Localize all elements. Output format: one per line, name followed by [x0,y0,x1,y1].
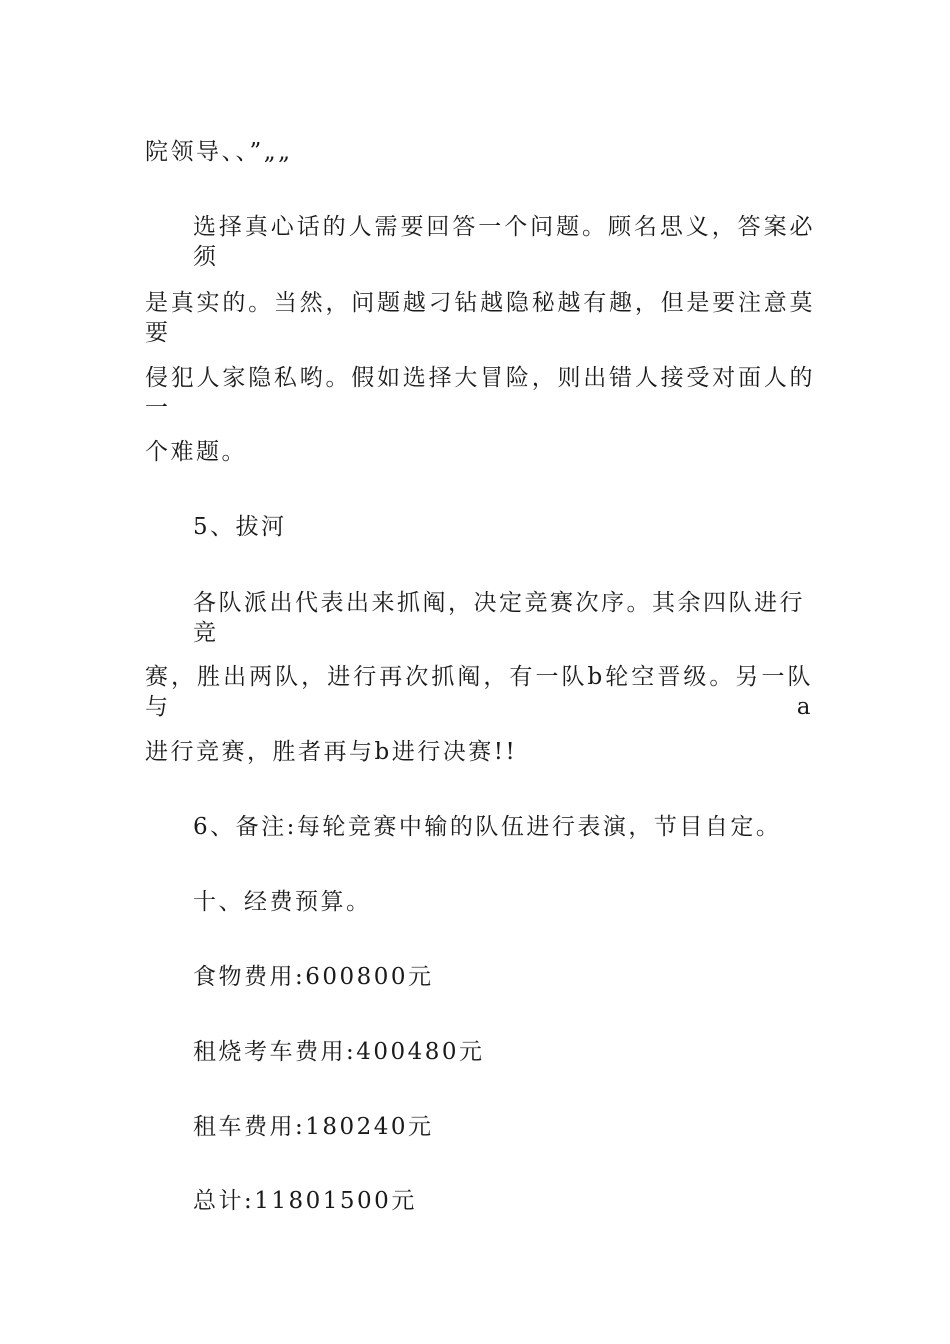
text-line-truth-rule-4: 个难题。 [145,439,247,465]
text-line-tug-rule-2: 赛，胜出两队，进行再次抓阄，有一队b轮空晋级。另一队与a [145,664,813,720]
text-line-tug-rule-1: 各队派出代表出来抓阄，决定竞赛次序。其余四队进行竞 [193,590,805,646]
section-heading-tug-of-war: 5、拔河 [193,514,287,540]
section-heading-budget: 十、经费预算。 [193,889,372,915]
text-line-remark: 6、备注:每轮竞赛中输的队伍进行表演，节目自定。 [193,814,782,840]
budget-item-car-rental: 租车费用:180240元 [193,1114,434,1140]
text-line-truth-rule-1: 选择真心话的人需要回答一个问题。顾名思义，答案必须 [193,214,815,270]
text-line-tug-rule-3: 进行竞赛，胜者再与b进行决赛!! [145,739,518,765]
text-line-truth-rule-2: 是真实的。当然，问题越刁钻越隐秘越有趣，但是要注意莫要 [145,290,815,346]
budget-item-food: 食物费用:600800元 [193,964,434,990]
budget-item-bbq-rental: 租烧考车费用:400480元 [193,1039,485,1065]
budget-total: 总计:11801500元 [193,1188,417,1214]
text-line-continuation: 院领导、、”„„ [145,139,293,165]
text-line-truth-rule-3: 侵犯人家隐私哟。假如选择大冒险，则出错人接受对面人的一 [145,365,815,421]
